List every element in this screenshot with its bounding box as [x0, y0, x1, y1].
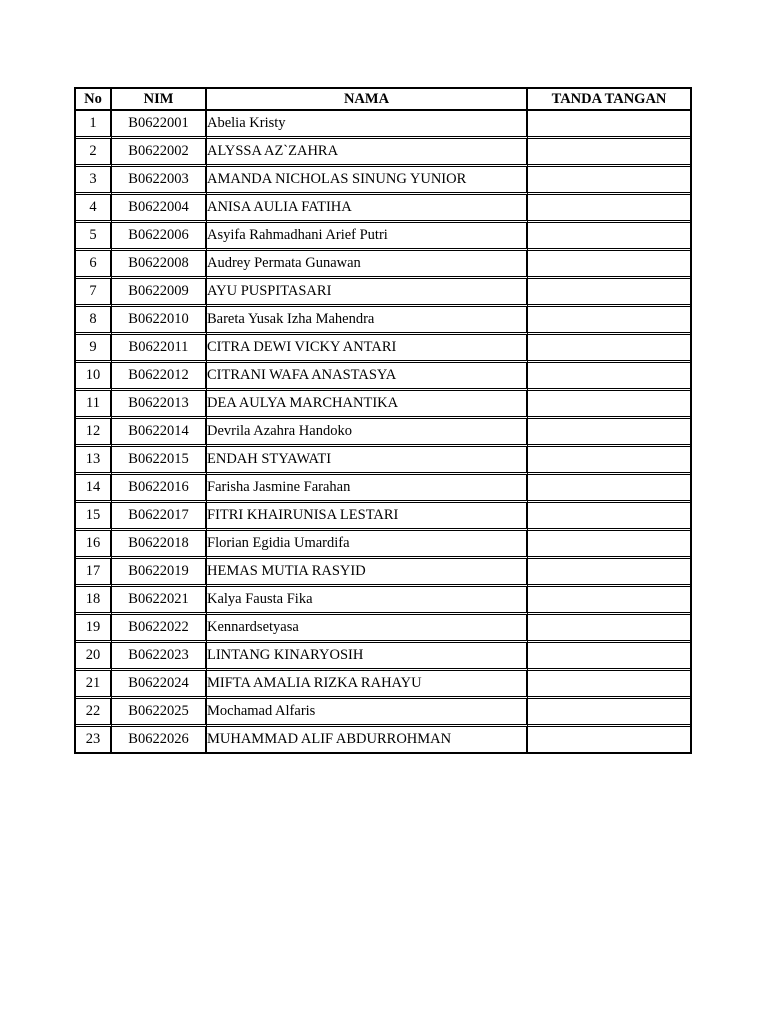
table-row — [76, 643, 690, 671]
signature-cell — [528, 699, 690, 727]
signature-cell — [528, 671, 690, 699]
row-number-cell: 20 — [76, 643, 112, 671]
table-row — [76, 447, 690, 475]
name-cell: LINTANG KINARYOSIH — [207, 643, 528, 671]
name-cell: Mochamad Alfaris — [207, 699, 528, 727]
table-row — [76, 559, 690, 587]
nim-cell: B0622012 — [112, 363, 207, 391]
signature-cell — [528, 223, 690, 251]
nim-cell: B0622024 — [112, 671, 207, 699]
signature-cell — [528, 167, 690, 195]
table-row — [76, 279, 690, 307]
row-number-cell: 13 — [76, 447, 112, 475]
name-cell: CITRANI WAFA ANASTASYA — [207, 363, 528, 391]
nim-cell: B0622022 — [112, 615, 207, 643]
name-cell: Audrey Permata Gunawan — [207, 251, 528, 279]
row-number-cell: 22 — [76, 699, 112, 727]
row-number-cell: 15 — [76, 503, 112, 531]
attendance-sheet — [74, 87, 692, 754]
name-cell: FITRI KHAIRUNISA LESTARI — [207, 503, 528, 531]
signature-cell — [528, 727, 690, 752]
row-number-cell: 17 — [76, 559, 112, 587]
nim-cell: B0622023 — [112, 643, 207, 671]
table-row — [76, 615, 690, 643]
name-cell: HEMAS MUTIA RASYID — [207, 559, 528, 587]
row-number-cell: 8 — [76, 307, 112, 335]
table-row — [76, 363, 690, 391]
header-nim: NIM — [112, 89, 207, 111]
signature-cell — [528, 419, 690, 447]
nim-cell: B0622004 — [112, 195, 207, 223]
row-number-cell: 5 — [76, 223, 112, 251]
nim-cell: B0622006 — [112, 223, 207, 251]
row-number-cell: 21 — [76, 671, 112, 699]
table-row — [76, 167, 690, 195]
nim-cell: B0622026 — [112, 727, 207, 752]
table-row — [76, 503, 690, 531]
name-cell: CITRA DEWI VICKY ANTARI — [207, 335, 528, 363]
nim-cell: B0622018 — [112, 531, 207, 559]
header-signature: TANDA TANGAN — [528, 89, 690, 111]
nim-cell: B0622021 — [112, 587, 207, 615]
row-number-cell: 11 — [76, 391, 112, 419]
signature-cell — [528, 363, 690, 391]
signature-cell — [528, 195, 690, 223]
nim-cell: B0622025 — [112, 699, 207, 727]
row-number-cell: 3 — [76, 167, 112, 195]
nim-cell: B0622003 — [112, 167, 207, 195]
table-row — [76, 475, 690, 503]
name-cell: Kennardsetyasa — [207, 615, 528, 643]
row-number-cell: 4 — [76, 195, 112, 223]
signature-cell — [528, 559, 690, 587]
name-cell: DEA AULYA MARCHANTIKA — [207, 391, 528, 419]
name-cell: Farisha Jasmine Farahan — [207, 475, 528, 503]
row-number-cell: 9 — [76, 335, 112, 363]
nim-cell: B0622011 — [112, 335, 207, 363]
row-number-cell: 16 — [76, 531, 112, 559]
table-row — [76, 139, 690, 167]
row-number-cell: 1 — [76, 111, 112, 139]
name-cell: Bareta Yusak Izha Mahendra — [207, 307, 528, 335]
row-number-cell: 2 — [76, 139, 112, 167]
table-row — [76, 111, 690, 139]
nim-cell: B0622014 — [112, 419, 207, 447]
row-number-cell: 18 — [76, 587, 112, 615]
table-row — [76, 335, 690, 363]
row-number-cell: 14 — [76, 475, 112, 503]
signature-cell — [528, 391, 690, 419]
table-row — [76, 699, 690, 727]
nim-cell: B0622017 — [112, 503, 207, 531]
table-row — [76, 419, 690, 447]
name-cell: Florian Egidia Umardifa — [207, 531, 528, 559]
name-cell: Abelia Kristy — [207, 111, 528, 139]
signature-cell — [528, 139, 690, 167]
table-row — [76, 223, 690, 251]
table-header — [76, 89, 690, 111]
row-number-cell: 12 — [76, 419, 112, 447]
table-row — [76, 391, 690, 419]
nim-cell: B0622001 — [112, 111, 207, 139]
name-cell: AMANDA NICHOLAS SINUNG YUNIOR — [207, 167, 528, 195]
name-cell: ALYSSA AZ`ZAHRA — [207, 139, 528, 167]
name-cell: MUHAMMAD ALIF ABDURROHMAN — [207, 727, 528, 752]
table-row — [76, 251, 690, 279]
table-row — [76, 531, 690, 559]
name-cell: ENDAH STYAWATI — [207, 447, 528, 475]
signature-cell — [528, 531, 690, 559]
name-cell: MIFTA AMALIA RIZKA RAHAYU — [207, 671, 528, 699]
header-nama: NAMA — [207, 89, 528, 111]
signature-cell — [528, 643, 690, 671]
signature-cell — [528, 503, 690, 531]
name-cell: Kalya Fausta Fika — [207, 587, 528, 615]
nim-cell: B0622013 — [112, 391, 207, 419]
row-number-cell: 6 — [76, 251, 112, 279]
signature-cell — [528, 279, 690, 307]
nim-cell: B0622015 — [112, 447, 207, 475]
nim-cell: B0622016 — [112, 475, 207, 503]
header-no: No — [76, 89, 112, 111]
header-row — [76, 89, 690, 111]
name-cell: Asyifa Rahmadhani Arief Putri — [207, 223, 528, 251]
nim-cell: B0622009 — [112, 279, 207, 307]
table-row — [76, 195, 690, 223]
nim-cell: B0622002 — [112, 139, 207, 167]
signature-cell — [528, 335, 690, 363]
name-cell: AYU PUSPITASARI — [207, 279, 528, 307]
signature-cell — [528, 587, 690, 615]
table-row — [76, 587, 690, 615]
row-number-cell: 23 — [76, 727, 112, 752]
nim-cell: B0622019 — [112, 559, 207, 587]
signature-cell — [528, 251, 690, 279]
signature-cell — [528, 307, 690, 335]
table-row — [76, 307, 690, 335]
table-body — [76, 111, 690, 752]
signature-cell — [528, 475, 690, 503]
signature-cell — [528, 111, 690, 139]
nim-cell: B0622008 — [112, 251, 207, 279]
name-cell: ANISA AULIA FATIHA — [207, 195, 528, 223]
row-number-cell: 7 — [76, 279, 112, 307]
name-cell: Devrila Azahra Handoko — [207, 419, 528, 447]
signature-cell — [528, 615, 690, 643]
row-number-cell: 10 — [76, 363, 112, 391]
table-row — [76, 727, 690, 752]
row-number-cell: 19 — [76, 615, 112, 643]
nim-cell: B0622010 — [112, 307, 207, 335]
signature-cell — [528, 447, 690, 475]
attendance-table — [74, 87, 692, 754]
table-row — [76, 671, 690, 699]
